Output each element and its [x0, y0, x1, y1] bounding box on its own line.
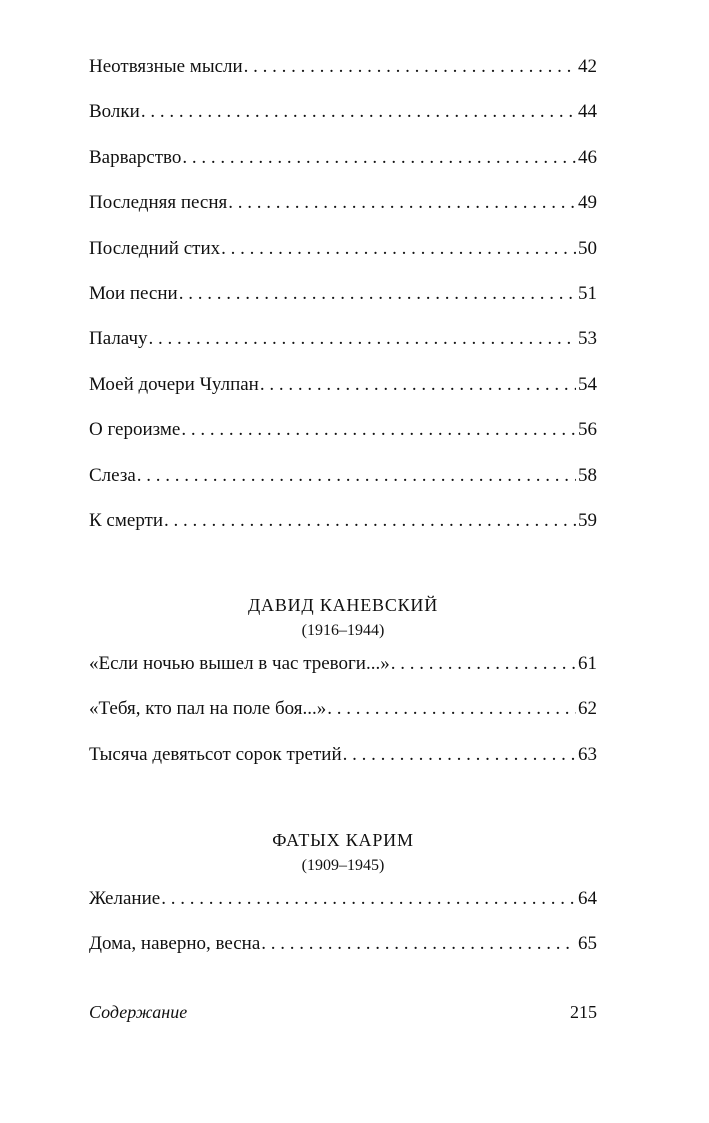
toc-entry [89, 933, 597, 978]
toc-entry-title: Варварство [89, 146, 182, 168]
toc-entry-title: Волки [89, 101, 140, 123]
dot-leader [179, 283, 576, 305]
dot-leader [244, 56, 576, 78]
toc-entry-page: 62 [578, 698, 597, 720]
dot-leader [391, 653, 576, 675]
toc-entry-title: Неотвязные мысли [89, 56, 243, 77]
toc-entry-page: 49 [578, 192, 597, 214]
toc-entry-title: Последний стих [89, 237, 221, 259]
toc-entry [89, 374, 597, 419]
toc-entry [89, 698, 597, 743]
toc-entry-page: 54 [578, 373, 597, 395]
toc-entry-title: Дома, наверно, весна [89, 933, 261, 955]
toc-entry-title: Последняя песня [89, 192, 228, 214]
toc-entry [89, 192, 597, 237]
toc-entry-page: 53 [578, 328, 597, 350]
dot-leader [260, 374, 576, 396]
toc-entry [89, 283, 597, 328]
toc-entry-page: 65 [578, 933, 597, 955]
toc-entry-page: 42 [578, 56, 597, 77]
dot-leader [228, 192, 576, 214]
toc-entry-title: «Если ночью вышел в час тревоги...» [89, 653, 390, 674]
toc-entry-page: 56 [578, 419, 597, 441]
dot-leader [221, 238, 576, 260]
toc-entry [89, 744, 597, 789]
toc-entry-title: «Тебя, кто пал на поле боя...» [89, 698, 327, 720]
toc-entry-title: Моей дочери Чулпан [89, 373, 259, 395]
dot-leader [181, 419, 576, 441]
author-years: (1916–1944) [301, 622, 385, 639]
toc-entry [89, 653, 597, 698]
toc-entry [89, 465, 597, 510]
author-name: ДАВИД КАНЕВСКИЙ [247, 595, 439, 615]
toc-entry-page: 59 [578, 509, 597, 531]
toc-entry-page: 44 [578, 101, 597, 123]
dot-leader [327, 698, 576, 720]
author-heading-kanevsky [89, 594, 597, 641]
toc-list-part1 [89, 56, 597, 555]
toc-entry-title: О героизме [89, 419, 181, 441]
toc-entry-title: Желание [89, 888, 161, 909]
running-footer-title: Содержание [89, 1002, 188, 1022]
dot-leader [261, 933, 576, 955]
page-number: 215 [570, 1002, 597, 1022]
page-footer [89, 1001, 597, 1023]
toc-entry-title: Тысяча девятьсот сорок третий [89, 743, 342, 765]
toc-entry-page: 64 [578, 888, 597, 909]
toc-entry-page: 46 [578, 146, 597, 168]
toc-entry-title: Палачу [89, 328, 148, 350]
author-heading-karim [89, 829, 597, 876]
toc-list-part2 [89, 653, 597, 789]
dot-leader [149, 328, 576, 350]
toc-entry [89, 328, 597, 373]
toc-entry-title: Мои песни [89, 282, 178, 304]
dot-leader [182, 147, 576, 169]
toc-entry [89, 101, 597, 146]
dot-leader [141, 101, 576, 123]
dot-leader [343, 744, 576, 766]
dot-leader [164, 510, 576, 532]
toc-entry-page: 61 [578, 653, 597, 674]
author-name: ФАТЫХ КАРИМ [272, 830, 414, 850]
book-page [89, 0, 597, 1123]
toc-entry-page: 58 [578, 464, 597, 486]
toc-entry [89, 510, 597, 555]
toc-entry-page: 63 [578, 743, 597, 765]
toc-entry [89, 888, 597, 933]
toc-entry [89, 56, 597, 101]
toc-entry-page: 50 [578, 237, 597, 259]
author-years: (1909–1945) [301, 857, 385, 874]
toc-entry-page: 51 [578, 282, 597, 304]
dot-leader [161, 888, 576, 910]
toc-entry [89, 238, 597, 283]
toc-entry-title: К смерти [89, 509, 164, 531]
toc-list-part3 [89, 888, 597, 979]
toc-entry [89, 147, 597, 192]
dot-leader [137, 465, 576, 487]
toc-entry-title: Слеза [89, 464, 136, 486]
toc-entry [89, 419, 597, 464]
